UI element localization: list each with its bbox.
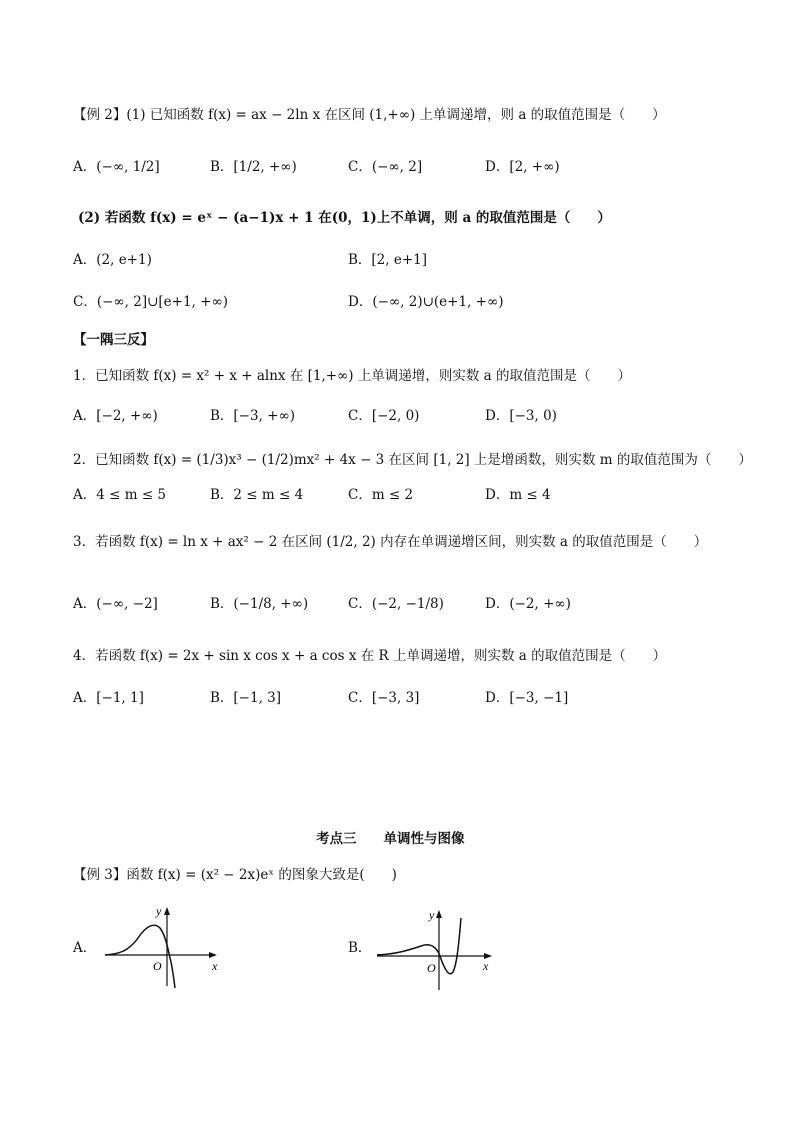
practice-q1-option-b: B．[−3, +∞) — [210, 408, 295, 424]
section3-title: 考点三 单调性与图像 — [316, 831, 465, 847]
example2-q2-option-a: A．(2, e+1) — [73, 252, 152, 268]
graph-a — [100, 898, 230, 990]
example2-q2-option-c: C．(−∞, 2]∪[e+1, +∞) — [73, 294, 228, 310]
graph-b-origin-label: O — [427, 961, 436, 975]
graph-a-x-label: x — [212, 959, 218, 973]
graph-a-origin-label: O — [153, 959, 162, 973]
graph-b-curve — [377, 918, 461, 974]
practice-q2-option-a: A．4 ≤ m ≤ 5 — [73, 487, 167, 503]
example2-q1: 【例 2】(1) 已知函数 f(x) = ax − 2ln x 在区间 (1,+∞) 上单调递增，则 a 的取值范围是（ ） — [73, 107, 666, 123]
example2-q2-option-b: B．[2, e+1] — [348, 252, 428, 268]
practice-q4: 4．若函数 f(x) = 2x + sin x cos x + a cos x 在 R 上单调递增，则实数 a 的取值范围是（ ） — [73, 648, 667, 664]
graph-a-y-label: y — [156, 904, 162, 918]
practice-q4-option-d: D．[−3, −1] — [485, 690, 569, 706]
practice-q4-option-a: A．[−1, 1] — [73, 690, 144, 706]
graph-a-label: A． — [73, 940, 97, 956]
graph-b-label: B． — [348, 940, 372, 956]
practice-q2-option-c: C．m ≤ 2 — [348, 487, 414, 503]
example3-q: 【例 3】函数 f(x) = (x² − 2x)eˣ 的图象大致是( ) — [73, 867, 397, 883]
practice-q1-option-a: A．[−2, +∞) — [73, 408, 158, 424]
example2-q1-option-a: A．(−∞, 1/2] — [73, 159, 160, 175]
graph-a-x-arrow — [209, 952, 217, 958]
practice-q1: 1．已知函数 f(x) = x² + x + alnx 在 [1,+∞) 上单调递增，则实数 a 的取值范围是（ ） — [73, 368, 631, 384]
practice-q3: 3．若函数 f(x) = ln x + ax² − 2 在区间 (1/2, 2) 内存在单调递增区间，则实数 a 的取值范围是（ ） — [73, 534, 708, 550]
example2-q2-option-d: D．(−∞, 2)∪(e+1, +∞) — [348, 294, 504, 310]
practice-q4-option-b: B．[−1, 3] — [210, 690, 282, 706]
graph-b-x-label: x — [483, 959, 489, 973]
example2-q1-option-c: C．(−∞, 2] — [348, 159, 423, 175]
graph-b-y-arrow — [436, 910, 442, 918]
practice-q2-option-b: B．2 ≤ m ≤ 4 — [210, 487, 304, 503]
practice-q2-option-d: D．m ≤ 4 — [485, 487, 551, 503]
example2-q1-option-d: D．[2, +∞) — [485, 159, 560, 175]
practice-q1-option-c: C．[−2, 0) — [348, 408, 420, 424]
practice-q3-option-a: A．(−∞, −2] — [73, 596, 158, 612]
practice-q1-option-d: D．[−3, 0) — [485, 408, 557, 424]
practice-q3-option-b: B．(−1/8, +∞) — [210, 596, 309, 612]
graph-a-y-arrow — [164, 907, 170, 915]
practice-q3-option-c: C．(−2, −1/8) — [348, 596, 444, 612]
example2-q1-option-b: B．[1/2, +∞) — [210, 159, 297, 175]
practice-q4-option-c: C．[−3, 3] — [348, 690, 420, 706]
example2-q2: (2) 若函数 f(x) = eˣ − (a−1)x + 1 在(0，1)上不单调，则 a 的取值范围是（ ） — [78, 210, 611, 226]
practice-title: 【一隅三反】 — [73, 332, 154, 348]
graph-a-curve — [105, 925, 175, 988]
graph-b-y-label: y — [429, 908, 435, 922]
practice-q3-option-d: D．(−2, +∞) — [485, 596, 571, 612]
graph-b — [375, 898, 500, 994]
practice-q2: 2．已知函数 f(x) = (1/3)x³ − (1/2)mx² + 4x − 3 在区间 [1, 2] 上是增函数，则实数 m 的取值范围为（ ） — [73, 452, 752, 468]
